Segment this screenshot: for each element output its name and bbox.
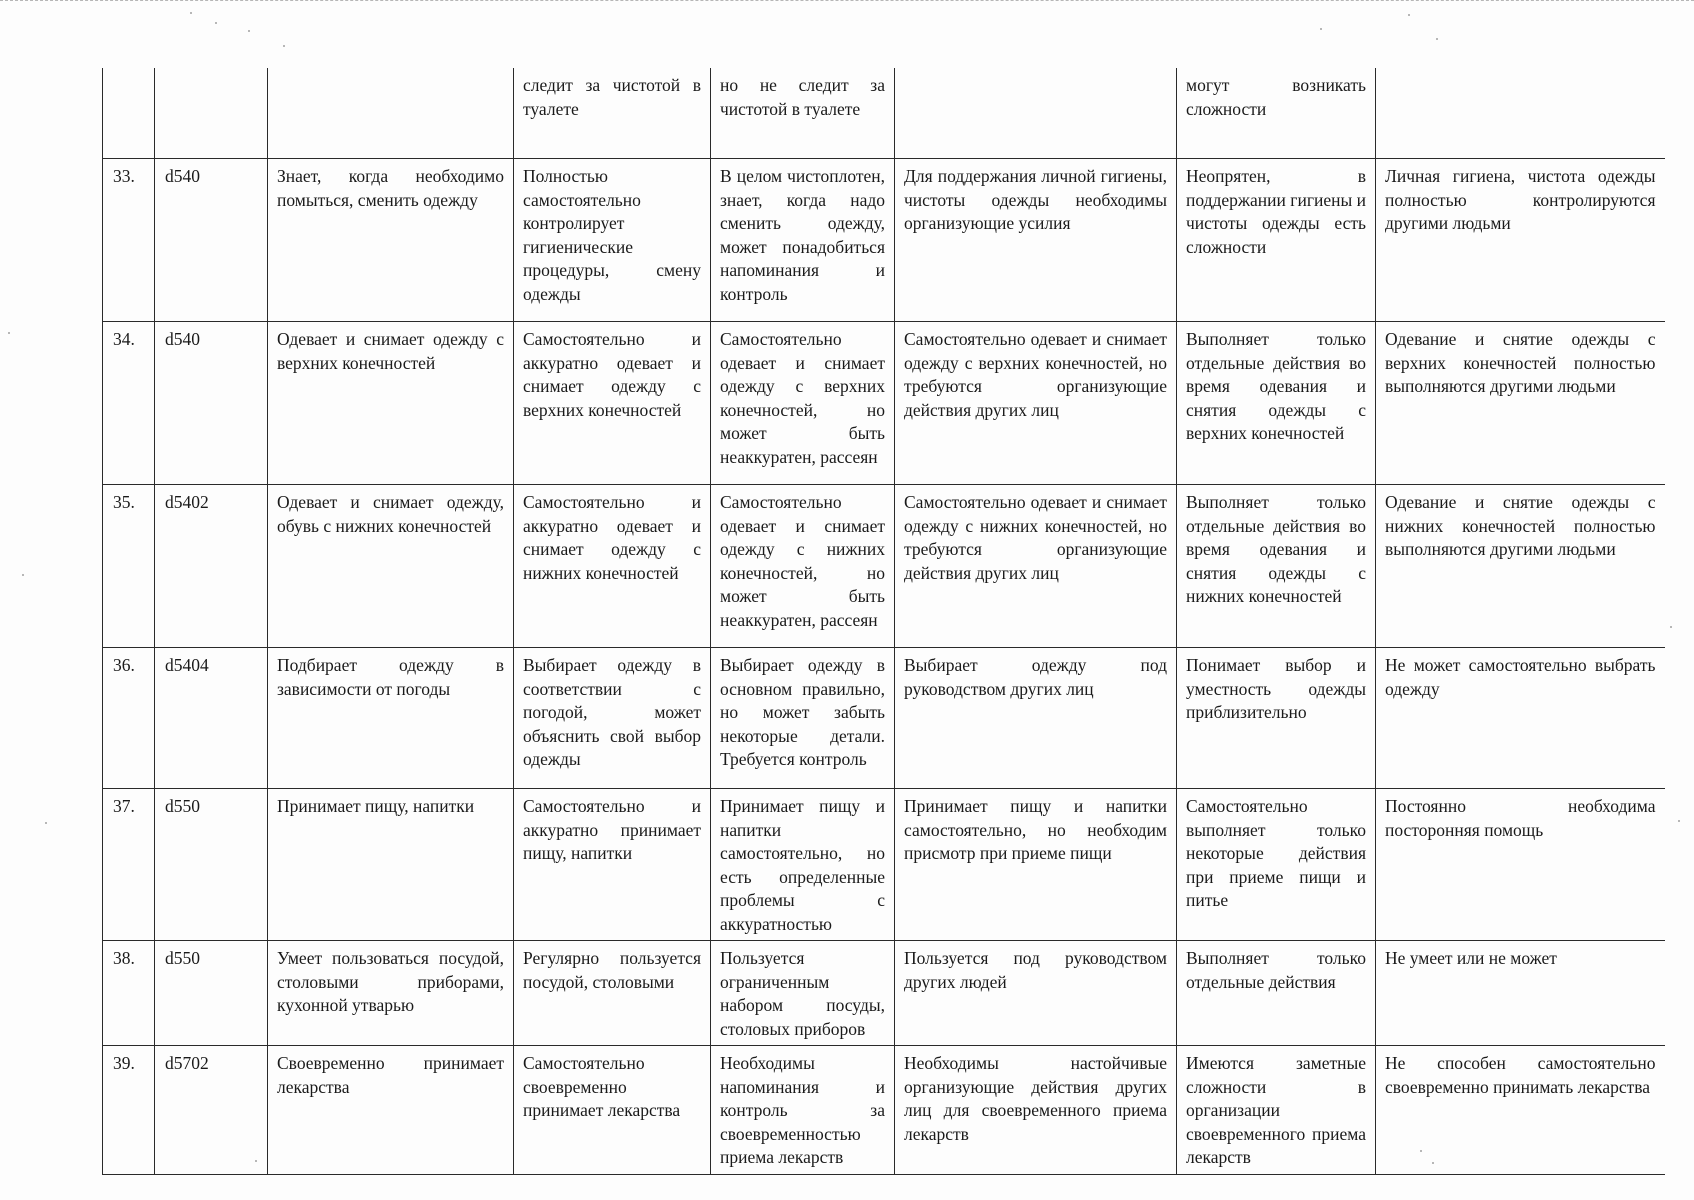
level-0-cell: Выбирает одежду в соответствии с погодой, может объяснить свой выбор одежды: [514, 648, 711, 789]
activity-cell: Одевает и снимает одежду, обувь с нижних конечностей: [268, 485, 514, 648]
activity-cell: Умеет пользоваться посудой, столовыми приборами, кухонной утварью: [268, 941, 514, 1046]
level-4-cell: Не может самостоятельно выбрать одежду: [1376, 648, 1665, 789]
row-number: 39.: [103, 1046, 155, 1175]
table-row: [103, 941, 1665, 1046]
level-1-cell: Самостоятельно одевает и снимает одежду с нижних конечностей, но может быть неаккуратен, рассеян: [711, 485, 895, 648]
activity-cell: Принимает пищу, напитки: [268, 789, 514, 941]
scan-speckle: [1432, 1162, 1434, 1164]
icf-code: d5702: [155, 1046, 268, 1175]
level-2-cell: Для поддержания личной гигиены, чистоты одежды необходимы организующие усилия: [895, 159, 1177, 322]
level-0-cell: Полностью самостоятельно контролирует гигиенические процедуры, смену одежды: [514, 159, 711, 322]
scan-speckle: [215, 22, 217, 24]
icf-code: d540: [155, 159, 268, 322]
level-3-cell: Выполняет только отдельные действия во время одевания и снятия одежды с верхних конечностей: [1177, 322, 1376, 485]
scan-speckle: [1670, 626, 1672, 628]
level-3-cell: могут возникать сложности: [1177, 68, 1376, 159]
level-4-cell: Не способен самостоятельно своевременно принимать лекарства: [1376, 1046, 1665, 1175]
icf-code: [155, 68, 268, 159]
icf-code: d550: [155, 941, 268, 1046]
icf-code: d5402: [155, 485, 268, 648]
level-2-cell: Необходимы настойчивые организующие действия других лиц для своевременного приема лекарств: [895, 1046, 1177, 1175]
level-3-cell: Неопрятен, в поддержании гигиены и чистоты одежды есть сложности: [1177, 159, 1376, 322]
level-2-cell: Принимает пищу и напитки самостоятельно, но необходим присмотр при приеме пищи: [895, 789, 1177, 941]
level-1-cell: Необходимы напоминания и контроль за своевременностью приема лекарств: [711, 1046, 895, 1175]
level-4-cell: Одевание и снятие одежды с верхних конечностей полностью выполняются другими людьми: [1376, 322, 1665, 485]
icf-code: d5404: [155, 648, 268, 789]
row-number: 35.: [103, 485, 155, 648]
row-number: 33.: [103, 159, 155, 322]
level-0-cell: Самостоятельно и аккуратно принимает пищу, напитки: [514, 789, 711, 941]
level-3-cell: Самостоятельно выполняет только некоторые действия при приеме пищи и питье: [1177, 789, 1376, 941]
level-4-cell: Постоянно необходима посторонняя помощь: [1376, 789, 1665, 941]
scan-speckle: [1420, 1150, 1422, 1152]
level-4-cell: Одевание и снятие одежды с нижних конечностей полностью выполняются другими людьми: [1376, 485, 1665, 648]
activity-cell: Одевает и снимает одежду с верхних конечностей: [268, 322, 514, 485]
table-row: [103, 1046, 1665, 1175]
level-2-cell: Самостоятельно одевает и снимает одежду с верхних конечностей, но требуются организующие действия других лиц: [895, 322, 1177, 485]
row-number: 37.: [103, 789, 155, 941]
scan-speckle: [22, 574, 24, 576]
table-row: [103, 648, 1665, 789]
table-row: [103, 68, 1665, 159]
scan-speckle: [283, 45, 285, 47]
level-0-cell: Регулярно пользуется посудой, столовыми: [514, 941, 711, 1046]
level-1-cell: но не следит за чистотой в туалете: [711, 68, 895, 159]
level-0-cell: Самостоятельно и аккуратно одевает и снимает одежду с верхних конечностей: [514, 322, 711, 485]
activity-cell: Своевременно принимает лекарства: [268, 1046, 514, 1175]
level-3-cell: Выполняет только отдельные действия во время одевания и снятия одежды с нижних конечностей: [1177, 485, 1376, 648]
scan-speckle: [1408, 14, 1410, 16]
level-2-cell: Пользуется под руководством других людей: [895, 941, 1177, 1046]
level-2-cell: Самостоятельно одевает и снимает одежду с нижних конечностей, но требуются организующие действия других лиц: [895, 485, 1177, 648]
icf-code: d540: [155, 322, 268, 485]
level-3-cell: Понимает выбор и уместность одежды приблизительно: [1177, 648, 1376, 789]
level-4-cell: [1376, 68, 1665, 159]
row-number: [103, 68, 155, 159]
scan-speckle: [190, 12, 192, 14]
table-row: [103, 322, 1665, 485]
scan-speckle: [1320, 28, 1322, 30]
level-3-cell: Имеются заметные сложности в организации своевременного приема лекарств: [1177, 1046, 1376, 1175]
table-row: [103, 789, 1665, 941]
icf-code: d550: [155, 789, 268, 941]
level-2-cell: Выбирает одежду под руководством других лиц: [895, 648, 1177, 789]
level-0-cell: Самостоятельно своевременно принимает лекарства: [514, 1046, 711, 1175]
level-1-cell: Пользуется ограниченным набором посуды, столовых приборов: [711, 941, 895, 1046]
scan-speckle: [45, 822, 47, 824]
table-row: [103, 159, 1665, 322]
row-number: 36.: [103, 648, 155, 789]
scan-speckle: [1678, 820, 1680, 822]
level-0-cell: Самостоятельно и аккуратно одевает и снимает одежду с нижних конечностей: [514, 485, 711, 648]
scan-speckle: [8, 332, 10, 334]
scan-speckle: [1436, 38, 1438, 40]
level-3-cell: Выполняет только отдельные действия: [1177, 941, 1376, 1046]
activity-cell: [268, 68, 514, 159]
level-4-cell: Не умеет или не может: [1376, 941, 1665, 1046]
assessment-table: [102, 68, 1665, 1175]
row-number: 34.: [103, 322, 155, 485]
level-1-cell: В целом чистоплотен, знает, когда надо сменить одежду, может понадобиться напоминания и контроль: [711, 159, 895, 322]
level-1-cell: Самостоятельно одевает и снимает одежду с верхних конечностей, но может быть неаккуратен, рассеян: [711, 322, 895, 485]
level-4-cell: Личная гигиена, чистота одежды полностью контролируются другими людьми: [1376, 159, 1665, 322]
scan-speckle: [255, 1160, 257, 1162]
scan-edge: [0, 0, 1694, 9]
level-1-cell: Принимает пищу и напитки самостоятельно, но есть определенные проблемы с аккуратностью: [711, 789, 895, 941]
activity-cell: Знает, когда необходимо помыться, сменить одежду: [268, 159, 514, 322]
level-2-cell: [895, 68, 1177, 159]
scan-speckle: [248, 30, 250, 32]
level-1-cell: Выбирает одежду в основном правильно, но может забыть некоторые детали. Требуется контроль: [711, 648, 895, 789]
level-0-cell: следит за чистотой в туалете: [514, 68, 711, 159]
row-number: 38.: [103, 941, 155, 1046]
table-row: [103, 485, 1665, 648]
activity-cell: Подбирает одежду в зависимости от погоды: [268, 648, 514, 789]
